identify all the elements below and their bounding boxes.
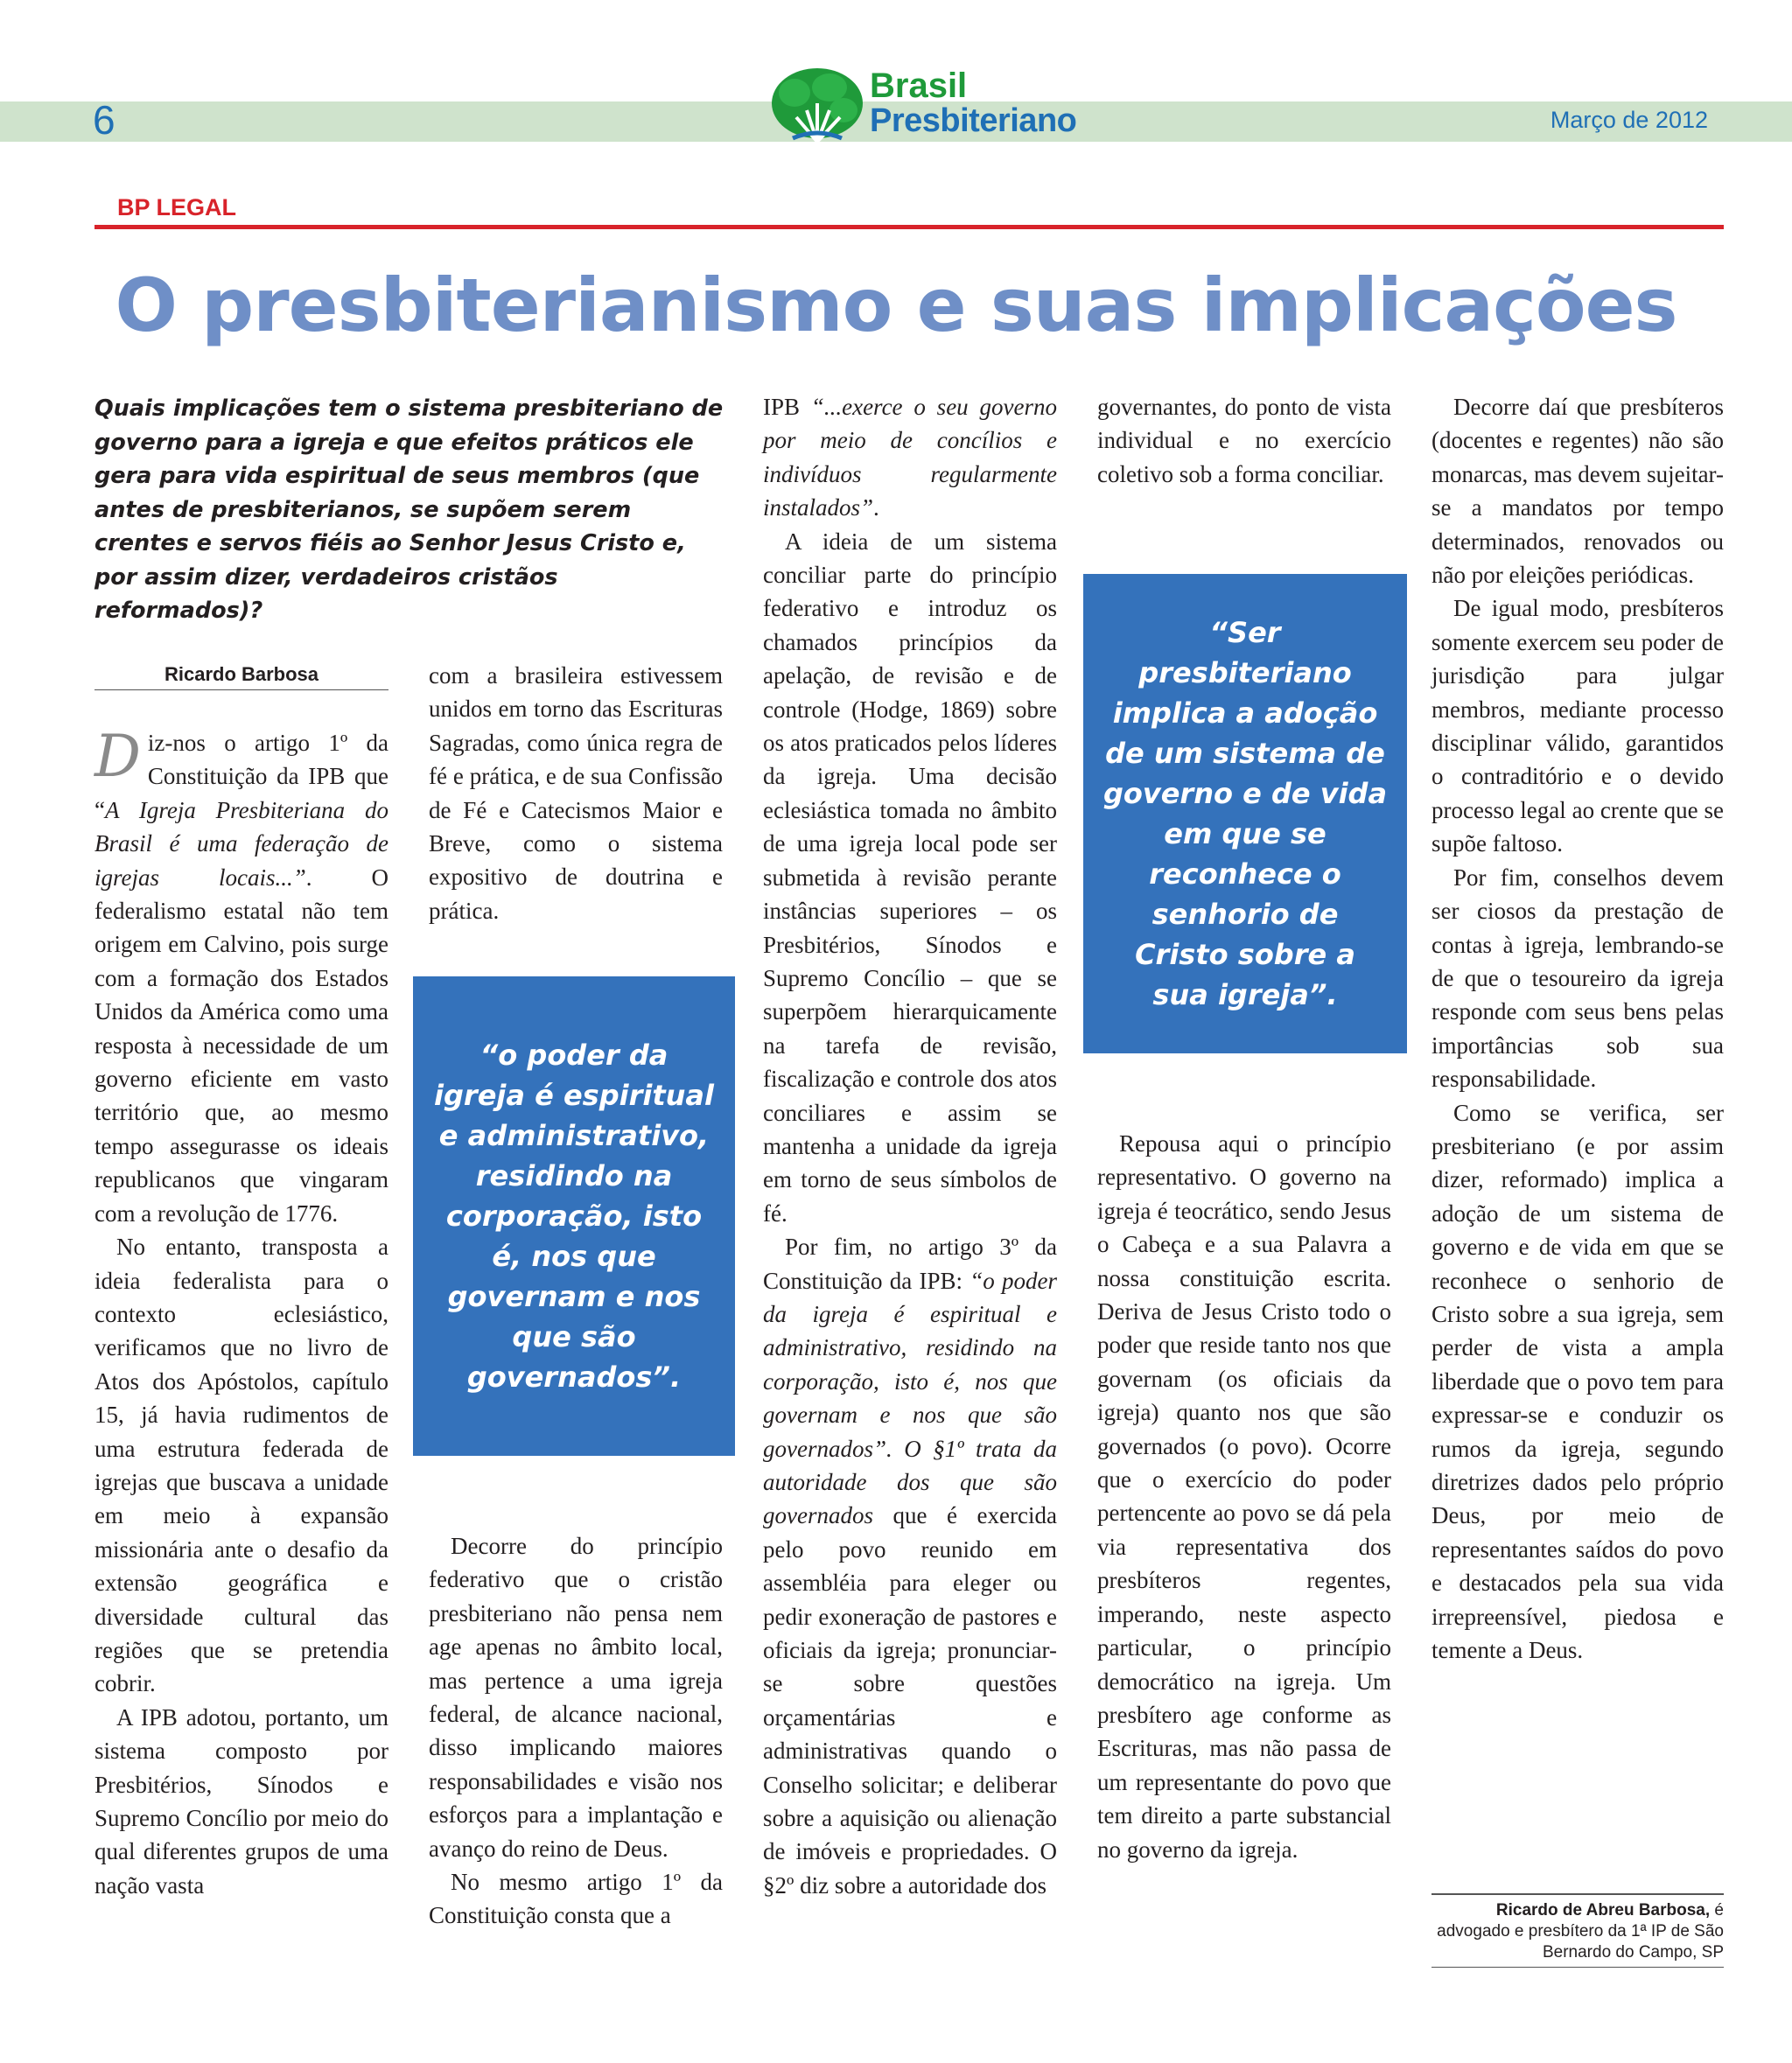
issue-date: Março de 2012 bbox=[1550, 107, 1708, 133]
column-2-paragraph-3: No mesmo artigo 1º da Constituição consta que a bbox=[429, 1869, 723, 1929]
text-run: . bbox=[873, 494, 879, 521]
author-name: Ricardo de Abreu Barbosa, bbox=[1495, 1901, 1711, 1920]
column-3-paragraph-2: A ideia de um sistema conciliar parte do princípio federativo e introduz os chamados princípios da apelação, de revisão e de controle (Hodge, 1869) sobre os atos praticados pelos líderes da igreja. Uma decisão eclesiástica tomada no âmbito de uma igreja local pode ser submetida à revisão perante instâncias superiores – os Presbitérios, Sínodos e Supremo Concílio – que se superpõem hierarquicamente na tarefa de revisão, fiscalização e controle dos atos conciliares e assim se mantenha a unidade da igreja em torno de seus símbolos de fé. bbox=[763, 528, 1057, 1227]
column-1-paragraph-2: No entanto, transposta a ideia federalista para o contexto eclesiástico, verificamos que no livro de Atos dos Apóstolos, capítulo 15, já havia rudimentos de uma estrutura federada de igrejas que buscava a unidade em meio à expansão missionária ante o desafio da extensão geográfica e diversidade cultural das regiões que se pretendia cobrir. bbox=[94, 1234, 388, 1697]
column-4-paragraph-2: Repousa aqui o princípio representativo. O governo na igreja é teocrático, sendo Jesus o Cabeça e a sua Palavra a nossa constituição escrita. Deriva de Jesus Cristo todo o poder que reside tanto nos que governam (os oficiais da igreja) quanto nos que são governados (o povo). Ocorre que o exercício do poder pertencente ao povo se dá pela via representativa dos presbíteros regentes, imperando, neste aspecto particular, o princípio democrático na igreja. Um presbítero age conforme as Escrituras, mas não passa de um representante do povo que tem direito a parte substancial no governo da igreja. bbox=[1097, 1130, 1391, 1863]
page-number: 6 bbox=[93, 97, 116, 143]
italic-run: “...exerce o seu governo por meio de concílios e indivíduos regularmente instalados” bbox=[763, 394, 1057, 521]
column-5-paragraph-3: Por fim, conselhos devem ser ciosos da prestação de contas à igreja, lembrando-se de que o tesoureiro da igreja responde com seus bens pelas importâncias sob sua responsabilidade. bbox=[1432, 864, 1724, 1093]
column-1-paragraph-3: A IPB adotou, portanto, um sistema composto por Presbitérios, Sínodos e Supremo Concílio por meio do qual diferentes grupos de uma nação vasta bbox=[94, 1703, 388, 1899]
article-lead: Quais implicações tem o sistema presbiteriano de governo para a igreja e que efeitos práticos ele gera para vida espiritual de seus membros (que antes de presbiterianos, se supõem serem crentes e servos fiéis ao Senhor Jesus Cristo e, por assim dizer, verdadeiros cristãos reformados)? bbox=[94, 395, 724, 624]
column-4-bottom bbox=[1097, 1127, 1391, 1866]
pull-quote-2: “Ser presbiteriano implica a adoção de um sistema de governo e de vida em que se reconhece o senhorio de Cristo sobre a sua igreja”. bbox=[1083, 574, 1407, 1053]
text-run: que é exercida pelo povo reunido em assembléia para eleger ou pedir exoneração de pastores e oficiais da igreja; pronunciar-se sobre questões orçamentárias e administrativas quando o Conselho solicitar; e deliberar sobre a aquisição ou alienação de imóveis e propriedades. O §2º diz sobre a autoridade dos bbox=[763, 1502, 1057, 1899]
column-5-paragraph-4: Como se verifica, ser presbiteriano (e por assim dizer, reformado) implica a adoção de um sistema de governo e de vida em que se reconhece o senhorio de Cristo sobre a sua igreja, sem perder de vista a ampla liberdade que o povo tem para expressar-se e conduzir os rumos da igreja, segundo diretrizes dados pelo próprio Deus, por meio de representantes saídos do povo e destacados pela sua vida irrepreensível, piedosa e temente a Deus. bbox=[1432, 1099, 1724, 1664]
bush-icon bbox=[768, 65, 866, 149]
drop-cap: D bbox=[94, 723, 141, 790]
column-2-bottom bbox=[429, 1529, 723, 1933]
logo-text-brasil: Brasil bbox=[870, 66, 968, 105]
italic-run: A Igreja Presbiteriana do Brasil é uma federação de igrejas locais...” bbox=[94, 796, 388, 891]
logo-text-presbiteriano: Presbiteriano bbox=[870, 102, 1077, 139]
section-divider bbox=[94, 225, 1724, 229]
column-5 bbox=[1432, 390, 1724, 1667]
byline: Ricardo Barbosa bbox=[94, 663, 388, 690]
section-label: BP LEGAL bbox=[117, 194, 237, 220]
column-4-paragraph-1: governantes, do ponto de vista individual e no exercício coletivo sob a forma conciliar. bbox=[1097, 394, 1391, 487]
brasil-presbiteriano-logo bbox=[768, 65, 1092, 149]
column-3 bbox=[763, 390, 1057, 1902]
author-note bbox=[1432, 1893, 1724, 1968]
column-1 bbox=[94, 723, 389, 1902]
column-2-top bbox=[429, 659, 723, 927]
column-2-paragraph-2: Decorre do princípio federativo que o cristão presbiteriano não pensa nem age apenas no âmbito local, mas pertence a uma igreja federal, de alcance nacional, disso implicando maiores responsabilidades e visão nos esforços para a implantação e avanço do reino de Deus. bbox=[429, 1533, 723, 1862]
column-4-top bbox=[1097, 390, 1391, 491]
column-5-paragraph-2: De igual modo, presbíteros somente exercem seu poder de jurisdição para julgar membros, mediante processo disciplinar válido, garantidos o contraditório e o devido processo legal ao crente que se supõe faltoso. bbox=[1432, 595, 1724, 857]
author-description: é advogado e presbítero da 1ª IP de São Bernardo do Campo, SP bbox=[1437, 1901, 1724, 1962]
text-run: IPB bbox=[763, 394, 811, 420]
column-1-paragraph-1 bbox=[94, 723, 389, 1230]
column-3-paragraph-1 bbox=[763, 390, 1057, 525]
column-3-paragraph-3 bbox=[763, 1230, 1057, 1902]
pull-quote-1: “o poder da igreja é espiritual e administrativo, residindo na corporação, isto é, nos que governam e nos que são governados”. bbox=[413, 976, 735, 1456]
column-5-paragraph-1: Decorre daí que presbíteros (docentes e regentes) não são monarcas, mas devem sujeitar-se a mandatos por tempo determinados, renovados ou não por eleições periódicas. bbox=[1432, 394, 1724, 589]
text-run: iz-nos o artigo 1º da Constituição da IPB que “ bbox=[94, 730, 388, 823]
article-title: O presbiterianismo e suas implicações bbox=[115, 262, 1677, 348]
column-2-paragraph-1: com a brasileira estivessem unidos em torno das Escrituras Sagradas, como única regra de fé e prática, e de sua Confissão de Fé e Catecismos Maior e Breve, como o sistema expositivo de doutrina e prática. bbox=[429, 662, 723, 924]
text-run: Por fim, no artigo 3º da Constituição da IPB: bbox=[763, 1234, 1057, 1294]
text-run: . O federalismo estatal não tem origem em Calvino, pois surge com a formação dos Estados Unidos da América como uma resposta à necessidade de um governo eficiente em vasto território que, ao mesmo tempo assegurasse os ideais republicanos que vingaram com a revolução de 1776. bbox=[94, 864, 389, 1227]
italic-run: “o poder da igreja é espiritual e administrativo, residindo na corporação, isto é, nos que governam e nos que são governados”. O §1º trata da autoridade dos que são governados bbox=[763, 1267, 1057, 1529]
